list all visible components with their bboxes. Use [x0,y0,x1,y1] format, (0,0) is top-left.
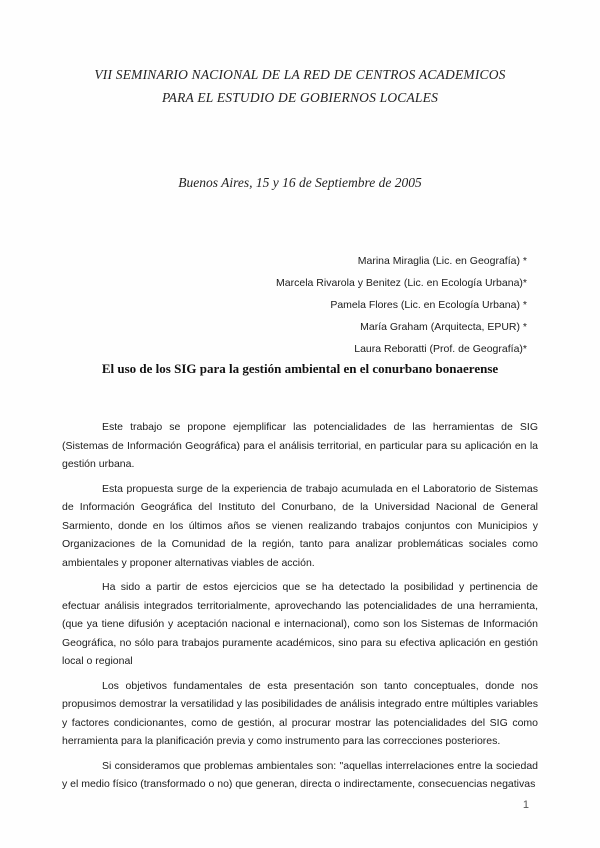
event-date: Buenos Aires, 15 y 16 de Septiembre de 2005 [178,175,422,190]
document-title: El uso de los SIG para la gestión ambiental en el conurbano bonaerense [101,361,499,376]
author-line: Laura Reboratti (Prof. de Geografía)* [354,343,527,355]
author-line: Pamela Flores (Lic. en Ecología Urbana) * [330,299,527,311]
paragraph-2: Esta propuesta surge de la experiencia de trabajo acumulada en el Laboratorio de Sistemas de Información Geográfica del Instituto del Conurbano, de la Universidad Nacional de General Sarmiento, donde en los últimos años se vienen realizando trabajos conjuntos con Municipios y Organizaciones de la Comunidad de la región, tanto para analizar problemáticas sociales como ambientales y proponer alternativas viables de acción. [62,482,538,569]
paragraph-4: Los objetivos fundamentales de esta presentación son tanto conceptuales, donde nos propusimos demostrar la versatilidad y las posibilidades de análisis integrado entre múltiples variables y factores condicionantes, como de gestión, al procurar mostrar las potencialidades del SIG como herramienta para la planificación previa y como instrumento para las correcciones posteriores. [62,679,538,747]
seminar-title-line2: PARA EL ESTUDIO DE GOBIERNOS LOCALES [161,90,439,105]
paragraph-1: Este trabajo se propone ejemplificar las potencialidades de las herramientas de SIG (Sistemas de Información Geográfica) para el análisis territorial, en particular para su aplicación en la gestión urbana. [62,421,538,470]
page-number: 1 [522,799,529,811]
author-line: Marcela Rivarola y Benitez (Lic. en Ecología Urbana)* [276,277,527,289]
paragraph-3: Ha sido a partir de estos ejercicios que se ha detectado la posibilidad y pertinencia de efectuar análisis integrados territorialmente, aprovechando las potencialidades de una herramienta, (que ya tiene difusión y aceptación nacional e internacional), como son los Sistemas de Información Geográfica, no sólo para trabajos puramente académicos, sino para su efectiva aplicación en gestión local o regional [62,581,538,667]
author-line: Marina Miraglia (Lic. en Geografía) * [357,255,527,267]
author-line: María Graham (Arquitecta, EPUR) * [360,321,527,333]
seminar-title-line1: VII SEMINARIO NACIONAL DE LA RED DE CENTROS ACADEMICOS [94,67,506,82]
paragraph-5: Si consideramos que problemas ambientales son: "aquellas interrelaciones entre la sociedad y el medio físico (transformado o no) que generan, directa o indirectamente, consecuencias negativas [62,759,538,790]
document-body [62,418,538,794]
author-list [0,250,527,360]
seminar-header [62,0,538,109]
